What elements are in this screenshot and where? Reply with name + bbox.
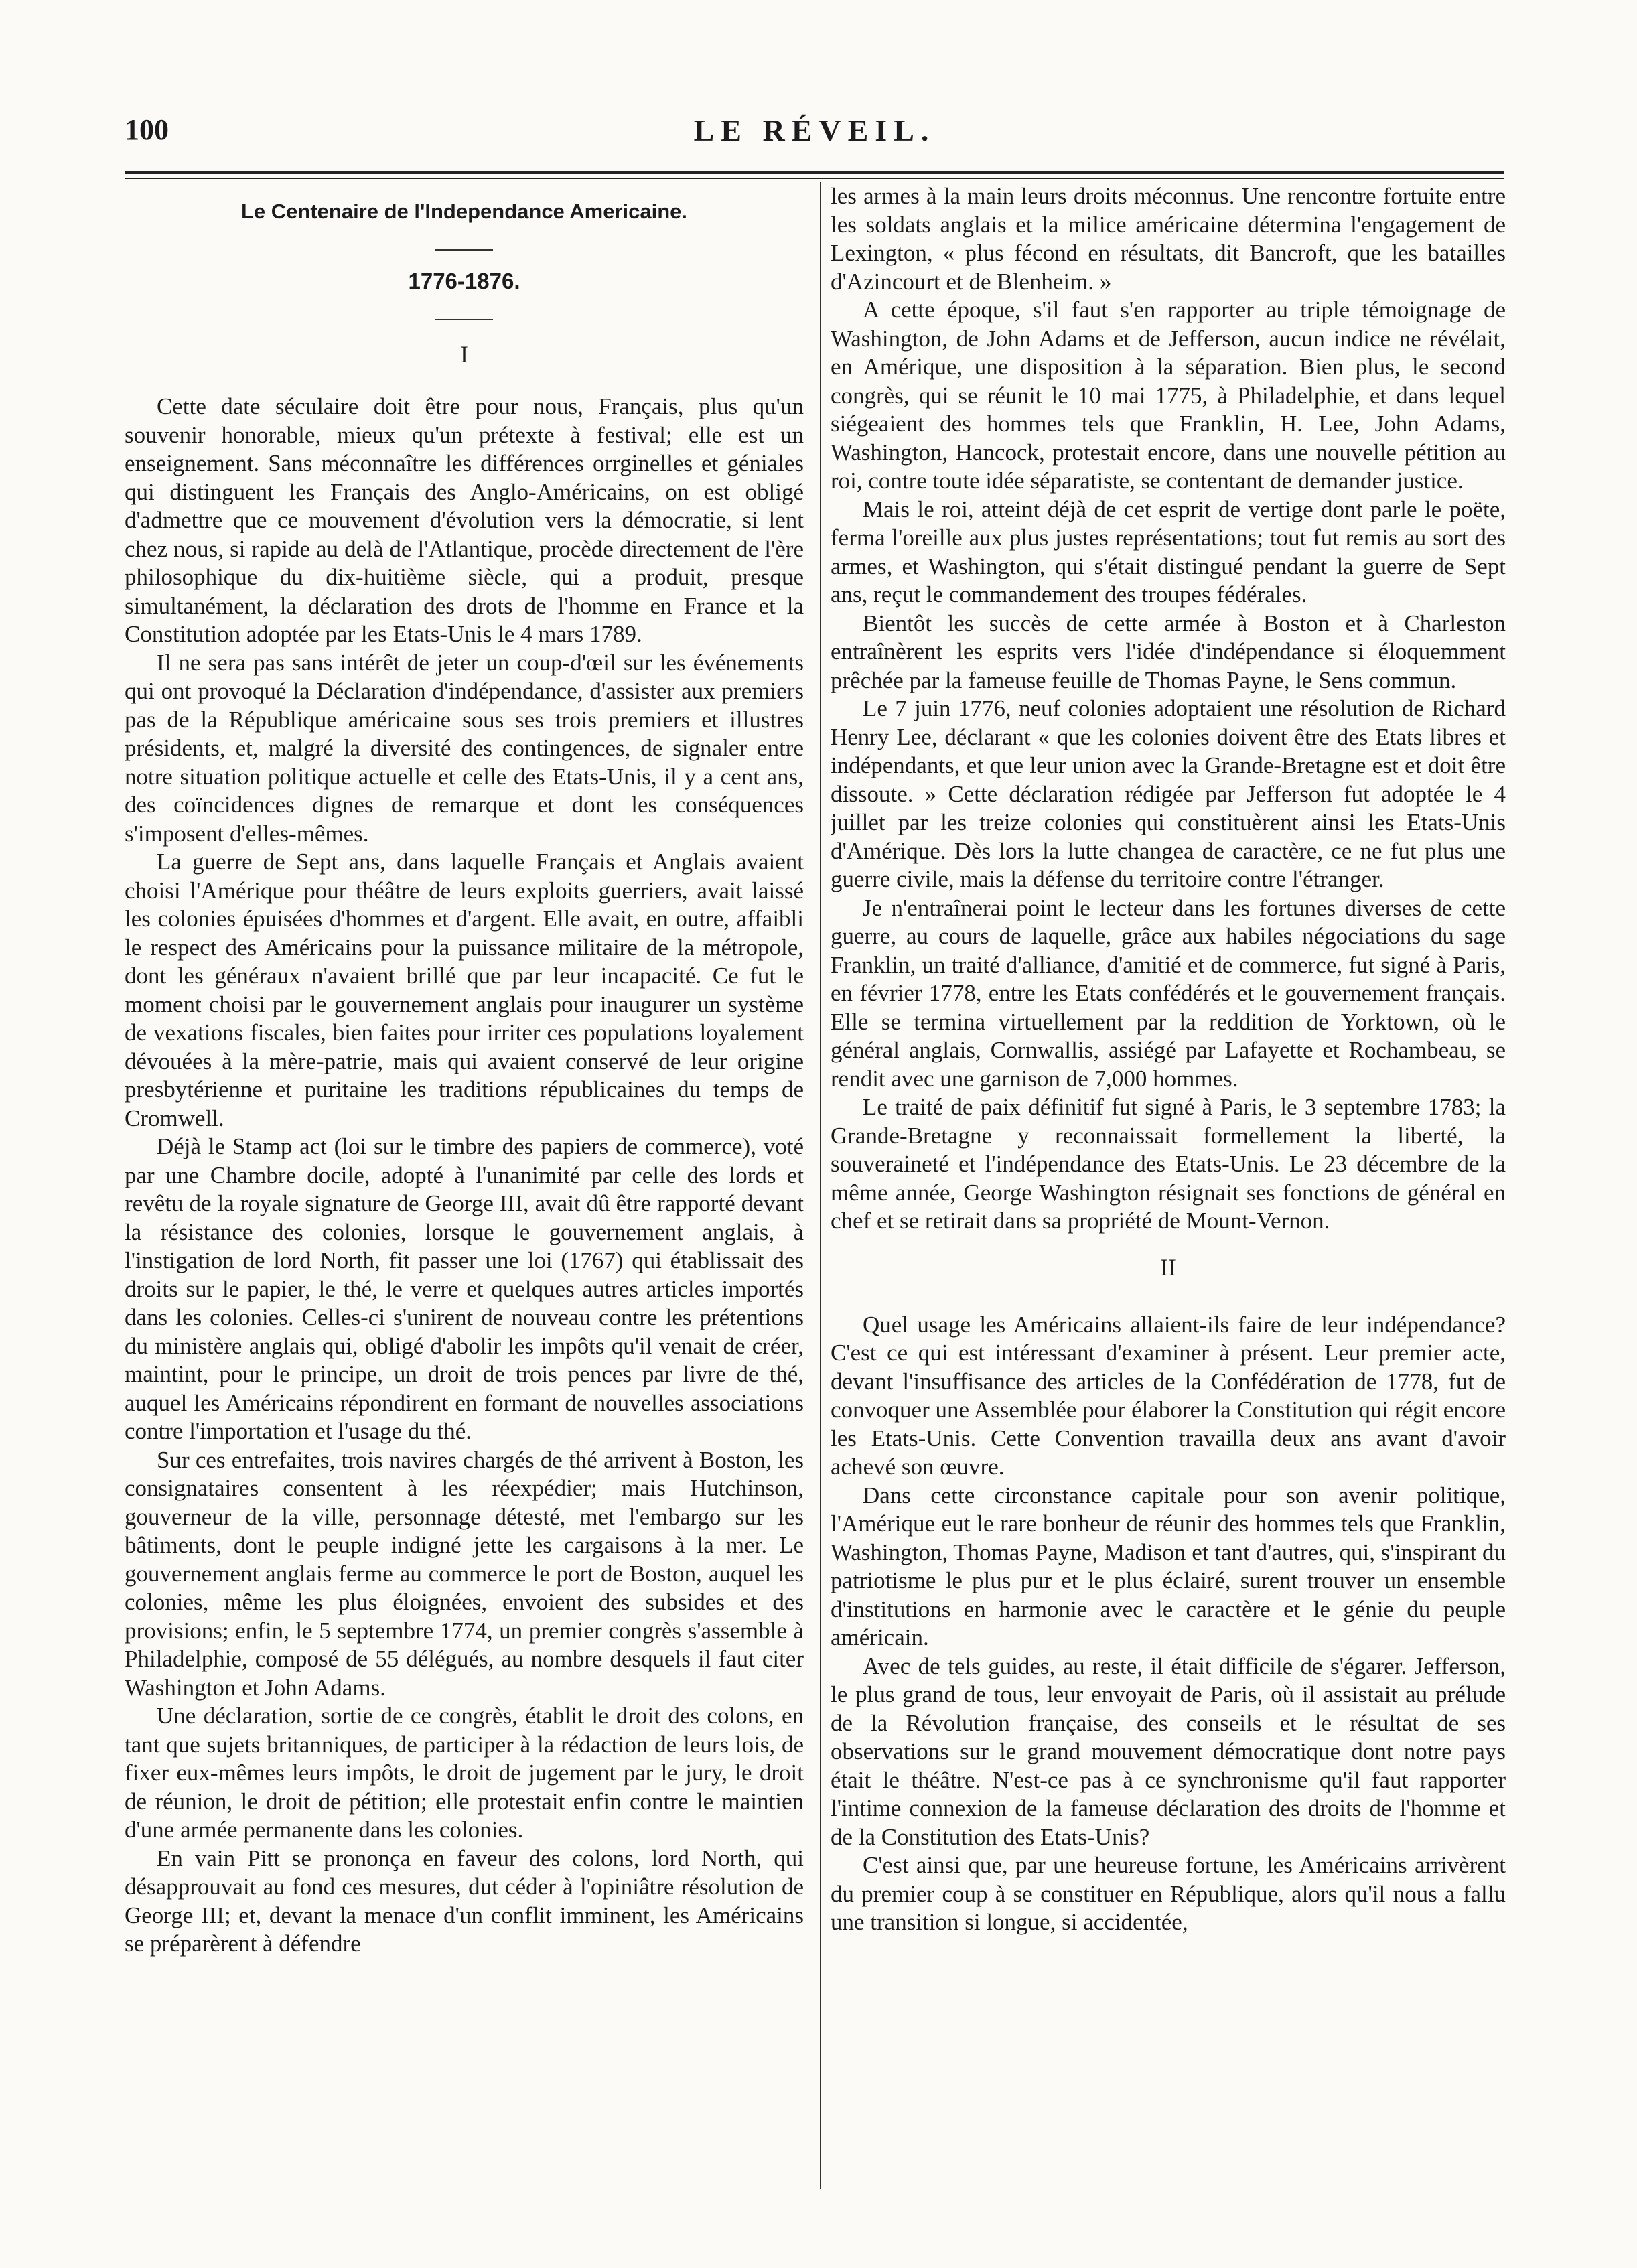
paragraph: Je n'entraînerai point le lecteur dans les fortunes diverses de cette guerre, au cours de laquelle, grâce aux habiles négociations du sage Franklin, un traité d'alliance, d'amitié et de commerce, fut signé à Paris, en février 1778, entre les Etats confédérés et le gouvernement français. Elle se termina virtuellement par la reddition de Yorktown, où le général anglais, Cornwallis, assiégé par Lafayette et Rochambeau, se rendit avec une garnison de 7,000 hommes. <box>831 894 1506 1092</box>
paragraph: En vain Pitt se prononça en faveur des colons, lord North, qui désapprouvait au fond ces mesures, dut céder à l'opiniâtre résolution de George III; et, devant la menace d'un conflit imminent, les Américains se préparèrent à défendre <box>125 1845 804 1957</box>
paragraph: Avec de tels guides, au reste, il était difficile de s'égarer. Jefferson, le plus grand de tous, leur envoyait de Paris, où il assistait au prélude de la Révolution française, des conseils et le résultat de ses observations sur le grand mouvement démocratique dont notre pays était le théâtre. N'est-ce pas à ce synchronisme qu'il faut rapporter l'intime connexion de la fameuse déclaration des droits de l'homme et de la Constitution des Etats-Unis? <box>831 1652 1506 1850</box>
journal-title: LE RÉVEIL. <box>693 113 936 147</box>
paragraph: Sur ces entrefaites, trois navires chargés de thé arrivent à Boston, les consignataires consentent à les réexpédier; mais Hutchinson, gouverneur de la ville, personnage détesté, met l'embargo sur les bâtiments, dont le peuple indigné jette les cargaisons à la mer. Le gouvernement anglais ferme au commerce le port de Boston, auquel les colonies, même les plus éloignées, envoient des subsides et des provisions; enfin, le 5 septembre 1774, un premier congrès s'assemble à Philadelphie, composé de 55 délégués, au nombre desquels il faut citer Washington et John Adams. <box>125 1446 804 1701</box>
dates-rule <box>435 319 493 320</box>
paragraph: Il ne sera pas sans intérêt de jeter un coup-d'œil sur les événements qui ont provoqué la Déclaration d'indépendance, d'assister aux premiers pas de la République américaine sous ses trois premiers et illustres présidents, et, malgré la diversité des contingences, de signaler entre notre situation politique actuelle et celle des Etats-Unis, il y a cent ans, des coïncidences dignes de remarque et dont les conséquences s'imposent d'elles-mêmes. <box>125 649 804 847</box>
column-divider <box>820 182 821 2189</box>
page-header <box>125 113 1504 166</box>
paragraph: C'est ainsi que, par une heureuse fortune, les Américains arrivèrent du premier coup à se constituer en République, alors qu'il nous a fallu une transition si longue, si accidentée, <box>831 1852 1506 1935</box>
paragraph: les armes à la main leurs droits méconnus. Une rencontre fortuite entre les soldats anglais et la milice américaine détermina l'engagement de Lexington, « plus fécond en résultats, dit Bancroft, que les batailles d'Azincourt et de Blenheim. » <box>831 183 1506 295</box>
paragraph: Quel usage les Américains allaient-ils faire de leur indépendance? C'est ce qui est intéressant d'examiner à présent. Leur premier acte, devant l'insuffisance des articles de la Confédération de 1778, fut de convoquer une Assemblée pour élaborer la Constitution qui régit encore les Etats-Unis. Cette Convention travailla deux ans avant d'avoir achevé son œuvre. <box>831 1311 1506 1480</box>
paragraph: Dans cette circonstance capitale pour son avenir politique, l'Amérique eut le rare bonheur de réunir des hommes tels que Franklin, Washington, Thomas Payne, Madison et tant d'autres, qui, s'inspirant du patriotisme le plus pur et le plus éclairé, surent trouver un ensemble d'institutions en harmonie avec le caractère et le génie du peuple américain. <box>831 1482 1506 1650</box>
article-title: Le Centenaire de l'Independance Americaine. <box>240 200 688 223</box>
paragraph: A cette époque, s'il faut s'en rapporter au triple témoignage de Washington, de John Adams et de Jefferson, aucun indice ne révélait, en Amérique, une disposition à la séparation. Bien plus, le second congrès, qui se réunit le 10 mai 1775, à Philadelphie, et dans lequel siégeaient des hommes tels que Franklin, H. Lee, John Adams, Washington, Hancock, protestait encore, dans une nouvelle pétition au roi, contre toute idée séparatiste, se contentant de demander justice. <box>831 297 1506 494</box>
page-number: 100 <box>125 113 169 146</box>
paragraph: Mais le roi, atteint déjà de cet esprit de vertige dont parle le poëte, ferma l'oreille aux plus justes représentations; tout fut remis au sort des armes, et Washington, qui s'était distingué pendant la guerre de Sept ans, reçut le commandement des troupes fédérales. <box>831 496 1506 608</box>
paragraph: Cette date séculaire doit être pour nous, Français, plus qu'un souvenir honorable, mieux qu'un prétexte à festival; elle est un enseignement. Sans méconnaître les différences orrginelles et géniales qui distinguent les Français des Anglo-Américains, on est obligé d'admettre que ce mouvement d'évolution vers la démocratie, si lent chez nous, si rapide au delà de l'Atlantique, procède directement de l'ère philosophique du dix-huitième siècle, qui a produit, presque simultanément, la déclaration des drots de l'homme en France et la Constitution adoptée par les Etats-Unis le 4 mars 1789. <box>125 393 804 647</box>
right-column <box>831 182 1506 2192</box>
paragraph: Déjà le Stamp act (loi sur le timbre des papiers de commerce), voté par une Chambre docile, adopté à l'unanimité par celle des lords et revêtu de la royale signature de George III, avait dû être rapporté devant la résistance des colonies, lorsque le gouvernement anglais, à l'instigation de lord North, fit passer une loi (1767) qui établissait des droits sur le papier, le thé, le verre et quelques autres articles importés dans les colonies. Celles-ci s'unirent de nouveau contre les prétentions du ministère anglais qui, obligé d'abolir les impôts qu'il venait de créer, maintint, pour le principe, un droit de trois pences par livre de thé, auquel les Américains répondirent en formant de nouvelles associations contre l'importation et l'usage du thé. <box>125 1133 804 1444</box>
header-rule-thick <box>125 171 1504 174</box>
paragraph: Le 7 juin 1776, neuf colonies adoptaient une résolution de Richard Henry Lee, déclarant « que les colonies doivent être des Etats libres et indépendants, et que leur union avec la Grande-Bretagne est et doit être dissoute. » Cette déclaration rédigée par Jefferson fut adoptée le 4 juillet par les treize colonies qui constituèrent ainsi les Etats-Unis d'Amérique. Dès lors la lutte changea de caractère, ce ne fut plus une guerre civile, mais la défense du territoire contre l'étranger. <box>831 695 1506 892</box>
paragraph: Bientôt les succès de cette armée à Boston et à Charleston entraînèrent les esprits vers l'idée d'indépendance si éloquemment prêchée par la fameuse feuille de Thomas Payne, le Sens commun. <box>831 610 1506 693</box>
left-column <box>125 182 804 2192</box>
paragraph: La guerre de Sept ans, dans laquelle Français et Anglais avaient choisi l'Amérique pour théâtre de leurs exploits guerriers, avait laissé les colonies épuisées d'hommes et d'argent. Elle avait, en outre, affaibli le respect des Américains pour la puissance militaire de la métropole, dont les généraux n'avaient brillé que par leur incapacité. Ce fut le moment choisi par le gouvernement anglais pour inaugurer un système de vexations fiscales, bien faites pour irriter ces populations loyalement dévouées à la mère-patrie, mais qui avaient conservé de leur origine presbytérienne et puritaine les traditions républicaines du temps de Cromwell. <box>125 849 804 1131</box>
header-rule-thin <box>125 178 1504 179</box>
title-rule <box>435 249 493 251</box>
article-dates: 1776-1876. <box>408 269 520 293</box>
paragraph: Le traité de paix définitif fut signé à Paris, le 3 septembre 1783; la Grande-Bretagne y reconnaissait formellement la liberté, la souveraineté et l'indépendance des Etats-Unis. Le 23 décembre de la même année, George Washington résignait ses fonctions de général en chef et se retirait dans sa propriété de Mount-Vernon. <box>831 1094 1506 1234</box>
section-heading-2: II <box>1160 1253 1176 1281</box>
section-heading-1: I <box>460 341 468 368</box>
paragraph: Une déclaration, sortie de ce congrès, établit le droit des colons, en tant que sujets britanniques, de participer à la rédaction de leurs lois, de fixer eux-mêmes leurs impôts, le droit de jugement par le jury, le droit de réunion, le droit de pétition; elle protestait enfin contre le maintien d'une armée permanente dans les colonies. <box>125 1703 804 1843</box>
